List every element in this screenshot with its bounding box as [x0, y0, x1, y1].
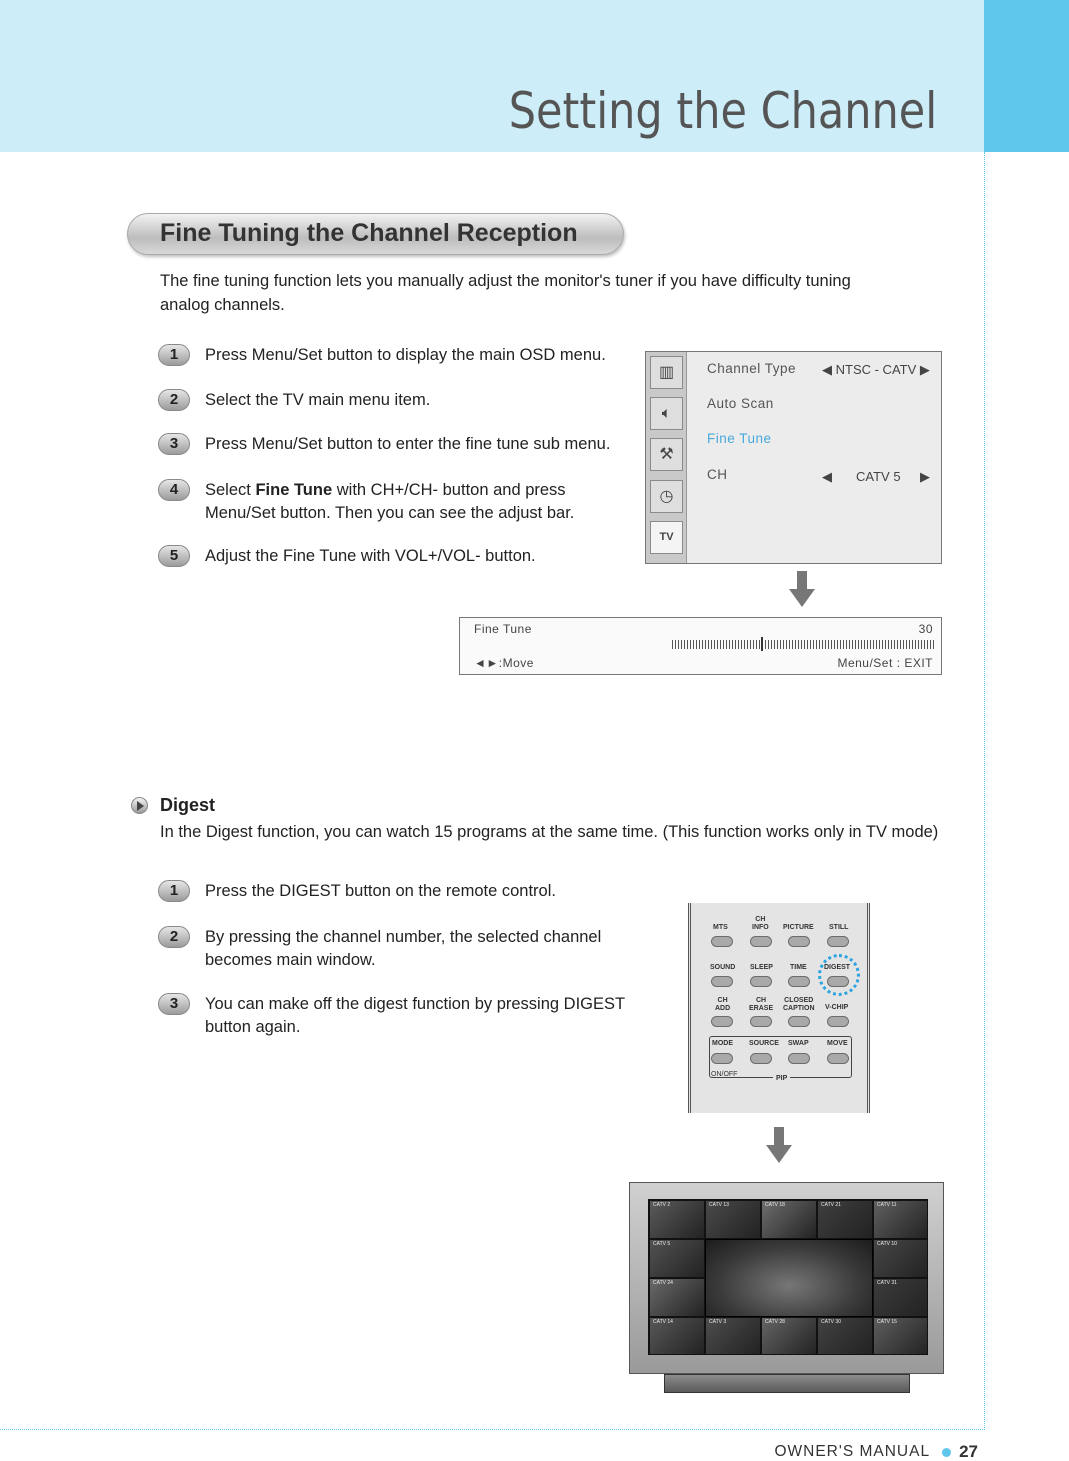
fine-tune-adjust-bar [459, 617, 942, 675]
intro-paragraph: The fine tuning function lets you manually adjust the monitor's tuner if you have difficulty tuning analog channels. [160, 272, 851, 314]
vchip-button[interactable] [827, 1016, 849, 1027]
thumbnail-label: CATV 10 [877, 1241, 897, 1247]
digest-thumbnail [705, 1317, 761, 1355]
ch-add-button[interactable] [711, 1016, 733, 1027]
time-button[interactable] [788, 976, 810, 987]
remote-label-closed-caption: CLOSED CAPTION [783, 997, 815, 1012]
digest-description: In the Digest function, you can watch 15 programs at the same time. (This function works only in TV mode) [160, 823, 939, 841]
osd-menu [645, 351, 942, 564]
remote-label-picture: PICTURE [783, 924, 814, 931]
step-number: 1 [158, 344, 190, 366]
mts-button[interactable] [711, 936, 733, 947]
digest-thumbnail [873, 1200, 928, 1239]
digest-step-2 [158, 926, 605, 972]
source-button[interactable] [750, 1053, 772, 1064]
remote-label-source: SOURCE [749, 1040, 779, 1047]
thumbnail-label: CATV 14 [653, 1319, 673, 1325]
osd-item-ch: CH [707, 467, 728, 482]
closed-caption-button[interactable] [788, 1016, 810, 1027]
step-4 [158, 479, 575, 525]
tv-stand [664, 1374, 910, 1393]
step-text: Press Menu/Set button to enter the fine tune sub menu. [205, 435, 611, 453]
step-text-pre: Select [205, 481, 256, 499]
step-text-post: with CH+/CH- button and press Menu/Set button. Then you can see the adjust bar. [205, 481, 575, 522]
step-number: 4 [158, 479, 190, 501]
main-window [705, 1239, 873, 1317]
remote-label-move: MOVE [827, 1040, 848, 1047]
step-number: 1 [158, 880, 190, 902]
digest-step-3 [158, 993, 625, 1039]
step-text: By pressing the channel number, the selected channel becomes main window. [205, 928, 602, 969]
header-tab [984, 0, 1069, 152]
arrow-down-icon [789, 571, 815, 607]
adjust-level-marker [761, 637, 763, 651]
thumbnail-label: CATV 31 [877, 1280, 897, 1286]
move-hint: ◄►:Move [474, 656, 534, 670]
page-border-bottom [0, 1429, 985, 1430]
adjust-scale [672, 640, 934, 649]
tv-set [629, 1182, 944, 1374]
step-number: 2 [158, 389, 190, 411]
remote-label-pip: PIP [773, 1075, 790, 1083]
digest-thumbnail [817, 1200, 873, 1239]
digest-screen [648, 1199, 928, 1355]
step-text-bold: Fine Tune [255, 481, 333, 499]
remote-label-digest: DIGEST [824, 964, 851, 971]
step-number: 5 [158, 545, 190, 567]
thumbnail-label: CATV 13 [709, 1202, 729, 1208]
adjust-label: Fine Tune [474, 622, 532, 636]
clock-menu-icon: ◷ [650, 480, 683, 513]
digest-heading [131, 795, 215, 816]
step-text: Press Menu/Set button to display the main OSD menu. [205, 346, 606, 364]
thumbnail-label: CATV 21 [821, 1202, 841, 1208]
osd-ch-right-arrow: ▶ [920, 469, 930, 484]
osd-ch-left-arrow: ◀ [822, 469, 832, 484]
step-number: 3 [158, 433, 190, 455]
ch-info-button[interactable] [750, 936, 772, 947]
digest-step-1 [158, 880, 556, 903]
thumbnail-label: CATV 3 [709, 1319, 727, 1325]
thumbnail-label: CATV 2 [653, 1202, 671, 1208]
remote-label-ch-info: CH INFO [752, 916, 769, 931]
remote-label-sound: SOUND [710, 964, 736, 971]
osd-channel-type-value: ◀ NTSC - CATV ▶ [822, 362, 930, 377]
digest-thumbnail [761, 1200, 817, 1239]
digest-thumbnail [817, 1317, 873, 1355]
step-number: 3 [158, 993, 190, 1015]
thumbnail-label: CATV 18 [765, 1202, 785, 1208]
remote-control [688, 903, 870, 1113]
step-5 [158, 545, 536, 568]
step-2 [158, 389, 430, 412]
remote-label-sleep: SLEEP [750, 964, 773, 971]
footer-bullet [942, 1448, 951, 1457]
ch-erase-button[interactable] [750, 1016, 772, 1027]
digest-thumbnail [649, 1200, 705, 1239]
mode-button[interactable] [711, 1053, 733, 1064]
move-button[interactable] [827, 1053, 849, 1064]
digest-thumbnail [873, 1239, 928, 1278]
osd-item-auto-scan: Auto Scan [707, 396, 774, 411]
digest-thumbnail [873, 1278, 928, 1317]
digest-thumbnail [649, 1239, 705, 1278]
still-button[interactable] [827, 936, 849, 947]
setup-menu-icon: ⚒ [650, 438, 683, 471]
footer [774, 1442, 978, 1461]
osd-item-fine-tune: Fine Tune [707, 431, 772, 446]
thumbnail-label: CATV 24 [653, 1280, 673, 1286]
page-title: Setting the Channel [508, 82, 937, 140]
tv-menu-icon: TV [650, 521, 683, 554]
section-title: Fine Tuning the Channel Reception [160, 219, 578, 247]
remote-label-swap: SWAP [788, 1040, 809, 1047]
adjust-value: 30 [918, 622, 933, 636]
thumbnail-label: CATV 28 [765, 1319, 785, 1325]
remote-label-vchip: V-CHIP [825, 1004, 849, 1011]
step-text: You can make off the digest function by pressing DIGEST button again. [205, 995, 625, 1036]
step-text: Press the DIGEST button on the remote control. [205, 882, 556, 900]
sleep-button[interactable] [750, 976, 772, 987]
remote-label-on-off: ON/OFF [711, 1071, 738, 1078]
digest-thumbnail [705, 1200, 761, 1239]
digest-highlight-ring [818, 954, 860, 996]
thumbnail-label: CATV 15 [877, 1319, 897, 1325]
page-border-right [984, 152, 985, 1430]
digest-title: Digest [160, 795, 216, 815]
arrow-down-icon [766, 1127, 792, 1163]
footer-label: OWNER'S MANUAL [774, 1443, 931, 1460]
remote-label-time: TIME [790, 964, 807, 971]
remote-label-ch-erase: CH ERASE [749, 997, 774, 1012]
step-3 [158, 433, 610, 456]
remote-label-mode: MODE [712, 1040, 733, 1047]
digest-thumbnail [761, 1317, 817, 1355]
thumbnail-label: CATV 5 [653, 1241, 671, 1247]
exit-hint: Menu/Set : EXIT [837, 656, 933, 670]
step-1 [158, 344, 606, 367]
remote-label-still: STILL [829, 924, 849, 931]
osd-ch-value: CATV 5 [856, 469, 901, 484]
step-number: 2 [158, 926, 190, 948]
digest-thumbnail [873, 1317, 928, 1355]
osd-item-channel-type: Channel Type [707, 361, 797, 376]
digest-thumbnail [649, 1278, 705, 1317]
picture-menu-icon: ▥ [650, 356, 683, 389]
remote-label-ch-add: CH ADD [715, 997, 731, 1012]
remote-label-mts: MTS [713, 924, 728, 931]
step-text: Adjust the Fine Tune with VOL+/VOL- button. [205, 547, 536, 565]
digest-thumbnail [649, 1317, 705, 1355]
thumbnail-label: CATV 11 [877, 1202, 897, 1208]
step-text [205, 479, 575, 525]
page-number: 27 [959, 1442, 978, 1461]
swap-button[interactable] [788, 1053, 810, 1064]
play-bullet-icon [131, 797, 148, 814]
thumbnail-label: CATV 30 [821, 1319, 841, 1325]
sound-button[interactable] [711, 976, 733, 987]
step-text: Select the TV main menu item. [205, 391, 431, 409]
sound-menu-icon: 🔈︎ [650, 397, 683, 430]
osd-sidebar [646, 352, 687, 563]
picture-button[interactable] [788, 936, 810, 947]
